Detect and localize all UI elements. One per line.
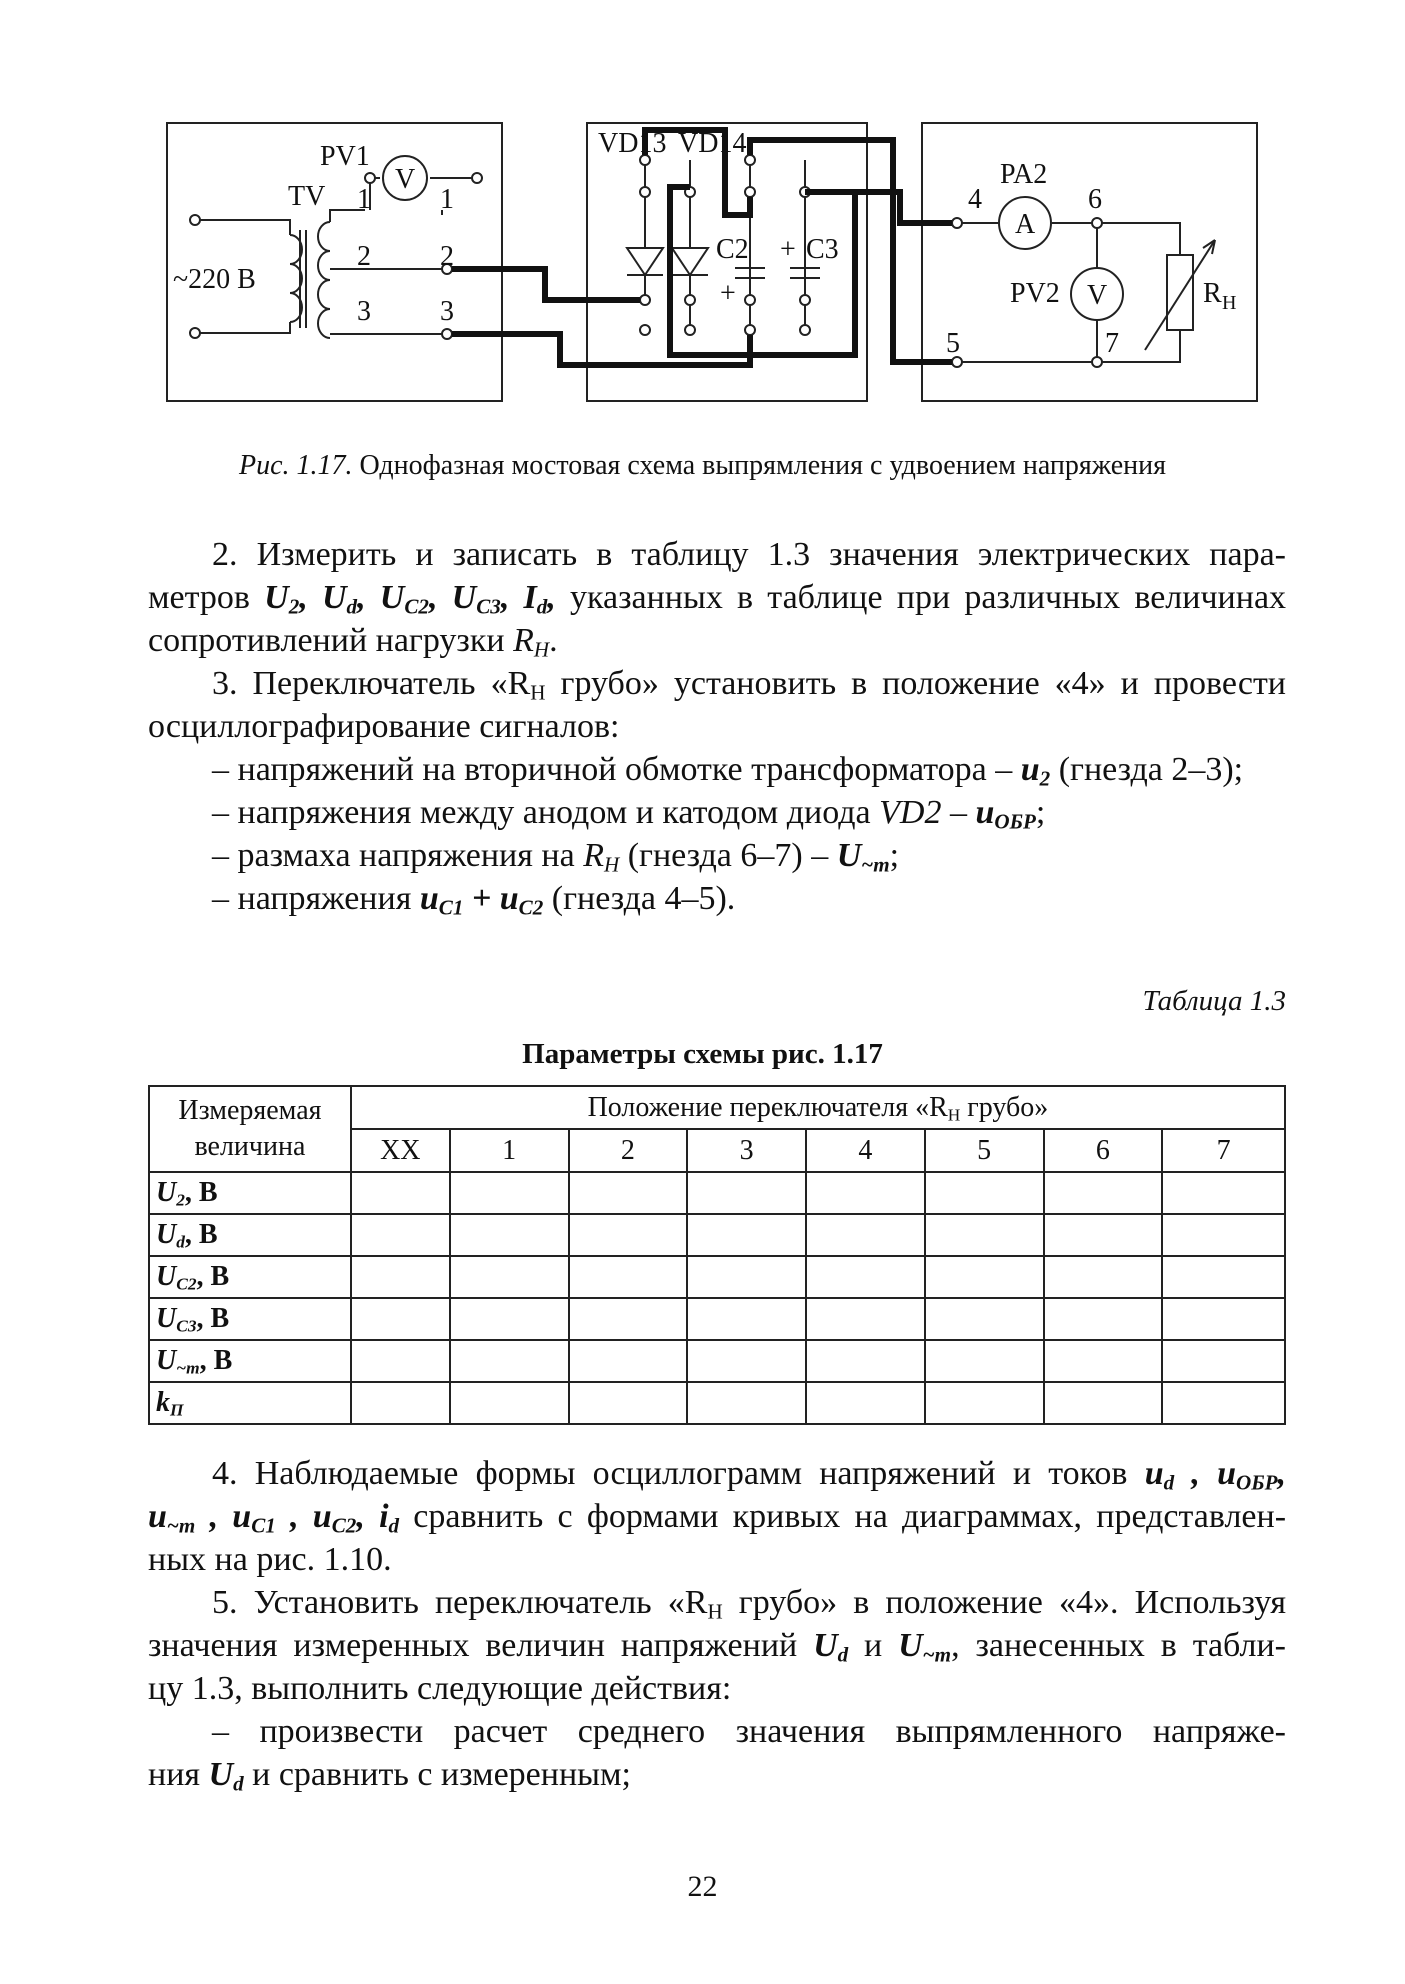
table-row bbox=[149, 1298, 1285, 1340]
table-cell[interactable] bbox=[569, 1214, 688, 1256]
paragraph-4-line-1: 4. Наблюдаемые формы осциллограмм напряжений и токов $u_d$ , $u_{ОБР}$, bbox=[212, 1455, 1287, 1495]
table-cell[interactable] bbox=[351, 1298, 450, 1340]
load-resistor bbox=[1167, 255, 1193, 330]
instructions-block-2 bbox=[148, 1452, 1286, 1796]
table-cell[interactable] bbox=[351, 1382, 450, 1424]
terminal-6: 6 bbox=[1088, 184, 1102, 215]
table-cell[interactable] bbox=[351, 1214, 450, 1256]
pa2-symbol: A bbox=[1015, 209, 1036, 240]
label-pv2: PV2 bbox=[1010, 278, 1060, 309]
label-pv1: PV1 bbox=[320, 141, 370, 172]
table-label: Таблица 1.3 bbox=[1142, 985, 1286, 1017]
label-vd14: VD14 bbox=[678, 128, 747, 159]
tap-3-right: 3 bbox=[440, 296, 454, 327]
table-cell[interactable] bbox=[1044, 1298, 1163, 1340]
table-cell[interactable] bbox=[925, 1340, 1044, 1382]
table-cell[interactable] bbox=[925, 1298, 1044, 1340]
pv1-symbol: V bbox=[395, 164, 416, 195]
label-source: ~220 В bbox=[173, 264, 256, 295]
table-header-row-1 bbox=[149, 1086, 1285, 1129]
table-cell[interactable] bbox=[925, 1256, 1044, 1298]
table-cell[interactable] bbox=[1044, 1172, 1163, 1214]
table-cell[interactable] bbox=[569, 1340, 688, 1382]
label-rload-sub: Н bbox=[1222, 292, 1237, 314]
table-cell[interactable] bbox=[806, 1340, 925, 1382]
caption-prefix: Рис. 1.17. bbox=[239, 450, 353, 481]
paragraph-5-line-2: значения измеренных величин напряжений $U_d$ и $U_{\sim m}$, занесенных в табли- bbox=[148, 1627, 1286, 1667]
table-cell[interactable] bbox=[806, 1214, 925, 1256]
position-header: 6 bbox=[1044, 1129, 1163, 1172]
diode-vd13 bbox=[627, 248, 663, 275]
table-cell[interactable] bbox=[351, 1256, 450, 1298]
table-cell[interactable] bbox=[569, 1298, 688, 1340]
caption-text: Однофазная мостовая схема выпрямления с удвоением напряжения bbox=[359, 450, 1166, 481]
paragraph-4-line-2: $u_{\sim m}$ , $u_{C1}$ , $u_{C2}$, $i_d$ сравнить с формами кривых на диаграммах, представлен- bbox=[148, 1498, 1287, 1538]
table-cell[interactable] bbox=[687, 1382, 806, 1424]
table-cell[interactable] bbox=[1044, 1214, 1163, 1256]
terminal-4: 4 bbox=[968, 184, 982, 215]
position-header: 3 bbox=[687, 1129, 806, 1172]
table-cell[interactable] bbox=[351, 1340, 450, 1382]
paragraph-3-line-2: осциллографирование сигналов: bbox=[148, 708, 620, 745]
figure-caption bbox=[0, 450, 1405, 482]
table-cell[interactable] bbox=[1044, 1382, 1163, 1424]
header-switch: Положение переключателя «$R_Н$ грубо» bbox=[351, 1086, 1285, 1129]
row-label: $U_{C3}$, В bbox=[149, 1298, 351, 1340]
table-cell[interactable] bbox=[925, 1214, 1044, 1256]
table-cell[interactable] bbox=[569, 1172, 688, 1214]
plus-c3: + bbox=[780, 234, 796, 265]
table-row bbox=[149, 1340, 1285, 1382]
table-cell[interactable] bbox=[806, 1382, 925, 1424]
row-label: $U_2$, В bbox=[149, 1172, 351, 1214]
terminal-5: 5 bbox=[946, 328, 960, 359]
tap-3-left: 3 bbox=[357, 296, 371, 327]
paragraph-2-line-2: метров $U_2$, $U_d$, $U_{C2}$, $U_{C3}$, $I_d$, указанных в таблице при различных величинах bbox=[148, 579, 1287, 619]
table-cell[interactable] bbox=[925, 1172, 1044, 1214]
label-pa2: PA2 bbox=[1000, 159, 1048, 190]
paragraph-4-line-3: ных на рис. 1.10. bbox=[148, 1541, 392, 1578]
table-cell[interactable] bbox=[687, 1172, 806, 1214]
table-cell[interactable] bbox=[687, 1298, 806, 1340]
table-cell[interactable] bbox=[351, 1172, 450, 1214]
table-title: Параметры схемы рис. 1.17 bbox=[522, 1038, 883, 1070]
row-label: $U_{C2}$, В bbox=[149, 1256, 351, 1298]
tap-2-right: 2 bbox=[440, 241, 454, 272]
table-cell[interactable] bbox=[1162, 1382, 1285, 1424]
position-header: 7 bbox=[1162, 1129, 1285, 1172]
table-row bbox=[149, 1382, 1285, 1424]
label-c2: C2 bbox=[716, 234, 749, 265]
table-cell[interactable] bbox=[1162, 1172, 1285, 1214]
circuit-diagram bbox=[0, 0, 1405, 440]
row-label: $U_d$, В bbox=[149, 1214, 351, 1256]
table-cell[interactable] bbox=[806, 1256, 925, 1298]
table-cell[interactable] bbox=[1162, 1298, 1285, 1340]
tap-1-right: 1 bbox=[440, 184, 454, 215]
table-cell[interactable] bbox=[450, 1256, 569, 1298]
table-cell[interactable] bbox=[806, 1298, 925, 1340]
position-header: ХХ bbox=[351, 1129, 450, 1172]
table-cell[interactable] bbox=[806, 1172, 925, 1214]
header-measured: Измеряемая величина bbox=[149, 1086, 351, 1172]
label-tv: TV bbox=[288, 181, 326, 212]
table-cell[interactable] bbox=[569, 1256, 688, 1298]
tap-2-left: 2 bbox=[357, 241, 371, 272]
list-item-1: – напряжений на вторичной обмотке трансформатора – $u_2$ (гнезда 2–3); bbox=[212, 751, 1244, 791]
paragraph-6-line-2: ния $U_d$ и сравнить с измеренным; bbox=[148, 1756, 631, 1796]
table-cell[interactable] bbox=[1044, 1340, 1163, 1382]
position-header: 5 bbox=[925, 1129, 1044, 1172]
position-header: 4 bbox=[806, 1129, 925, 1172]
table-cell[interactable] bbox=[450, 1340, 569, 1382]
paragraph-2-line-3: сопротивлений нагрузки $R_Н$. bbox=[148, 622, 558, 662]
table-cell[interactable] bbox=[1162, 1214, 1285, 1256]
paragraph-5-line-1: 5. Установить переключатель «$R_Н$ грубо» в положение «4». Используя bbox=[212, 1584, 1286, 1624]
table-cell[interactable] bbox=[450, 1298, 569, 1340]
plus-c2: + bbox=[720, 278, 736, 309]
table-cell[interactable] bbox=[569, 1382, 688, 1424]
label-vd13: VD13 bbox=[598, 128, 667, 159]
paragraph-2-line-1: 2. Измерить и записать в таблицу 1.3 значения электрических пара- bbox=[212, 536, 1286, 573]
page-number: 22 bbox=[687, 1870, 718, 1903]
table-cell[interactable] bbox=[687, 1340, 806, 1382]
load-box bbox=[922, 123, 1257, 401]
list-item-3: – размаха напряжения на $R_Н$ (гнезда $6-7) - U_{\sim m}$; bbox=[212, 837, 900, 877]
table-cell[interactable] bbox=[1162, 1256, 1285, 1298]
table-cell[interactable] bbox=[687, 1256, 806, 1298]
position-header: 1 bbox=[450, 1129, 569, 1172]
table-cell[interactable] bbox=[1162, 1340, 1285, 1382]
row-label: $k_П$ bbox=[149, 1382, 351, 1424]
list-item-2: – напряжения между анодом и катодом диода $VD2 - u_{ОБР}$; bbox=[212, 794, 1046, 834]
instructions-block-1 bbox=[148, 533, 1286, 920]
terminal-7: 7 bbox=[1105, 328, 1119, 359]
table-cell[interactable] bbox=[450, 1382, 569, 1424]
paragraph-3-line-1: 3. Переключатель «$R_Н$ грубо» установить в положение «4» и провести bbox=[212, 665, 1286, 705]
parameters-table bbox=[148, 1085, 1286, 1425]
table-cell[interactable] bbox=[925, 1382, 1044, 1424]
table-cell[interactable] bbox=[450, 1172, 569, 1214]
pv2-symbol: V bbox=[1087, 280, 1108, 311]
label-rload: R bbox=[1203, 278, 1222, 309]
paragraph-6-line-1: – произвести расчет среднего значения выпрямленного напряже- bbox=[212, 1713, 1286, 1750]
secondary-coil bbox=[318, 222, 330, 338]
row-label: $U_{\sim m}$, В bbox=[149, 1340, 351, 1382]
table-row bbox=[149, 1172, 1285, 1214]
label-c3: C3 bbox=[806, 234, 839, 265]
tap-1-left: 1 bbox=[357, 184, 371, 215]
table-cell[interactable] bbox=[687, 1214, 806, 1256]
position-header: 2 bbox=[569, 1129, 688, 1172]
paragraph-5-line-3: цу 1.3, выполнить следующие действия: bbox=[148, 1670, 732, 1707]
table-row bbox=[149, 1256, 1285, 1298]
list-item-4: – напряжения $u_{C1} + u_{C2}$ (гнезда 4–5). bbox=[212, 880, 736, 920]
table-cell[interactable] bbox=[450, 1214, 569, 1256]
diode-vd14 bbox=[672, 248, 708, 275]
table-cell[interactable] bbox=[1044, 1256, 1163, 1298]
table-row bbox=[149, 1214, 1285, 1256]
